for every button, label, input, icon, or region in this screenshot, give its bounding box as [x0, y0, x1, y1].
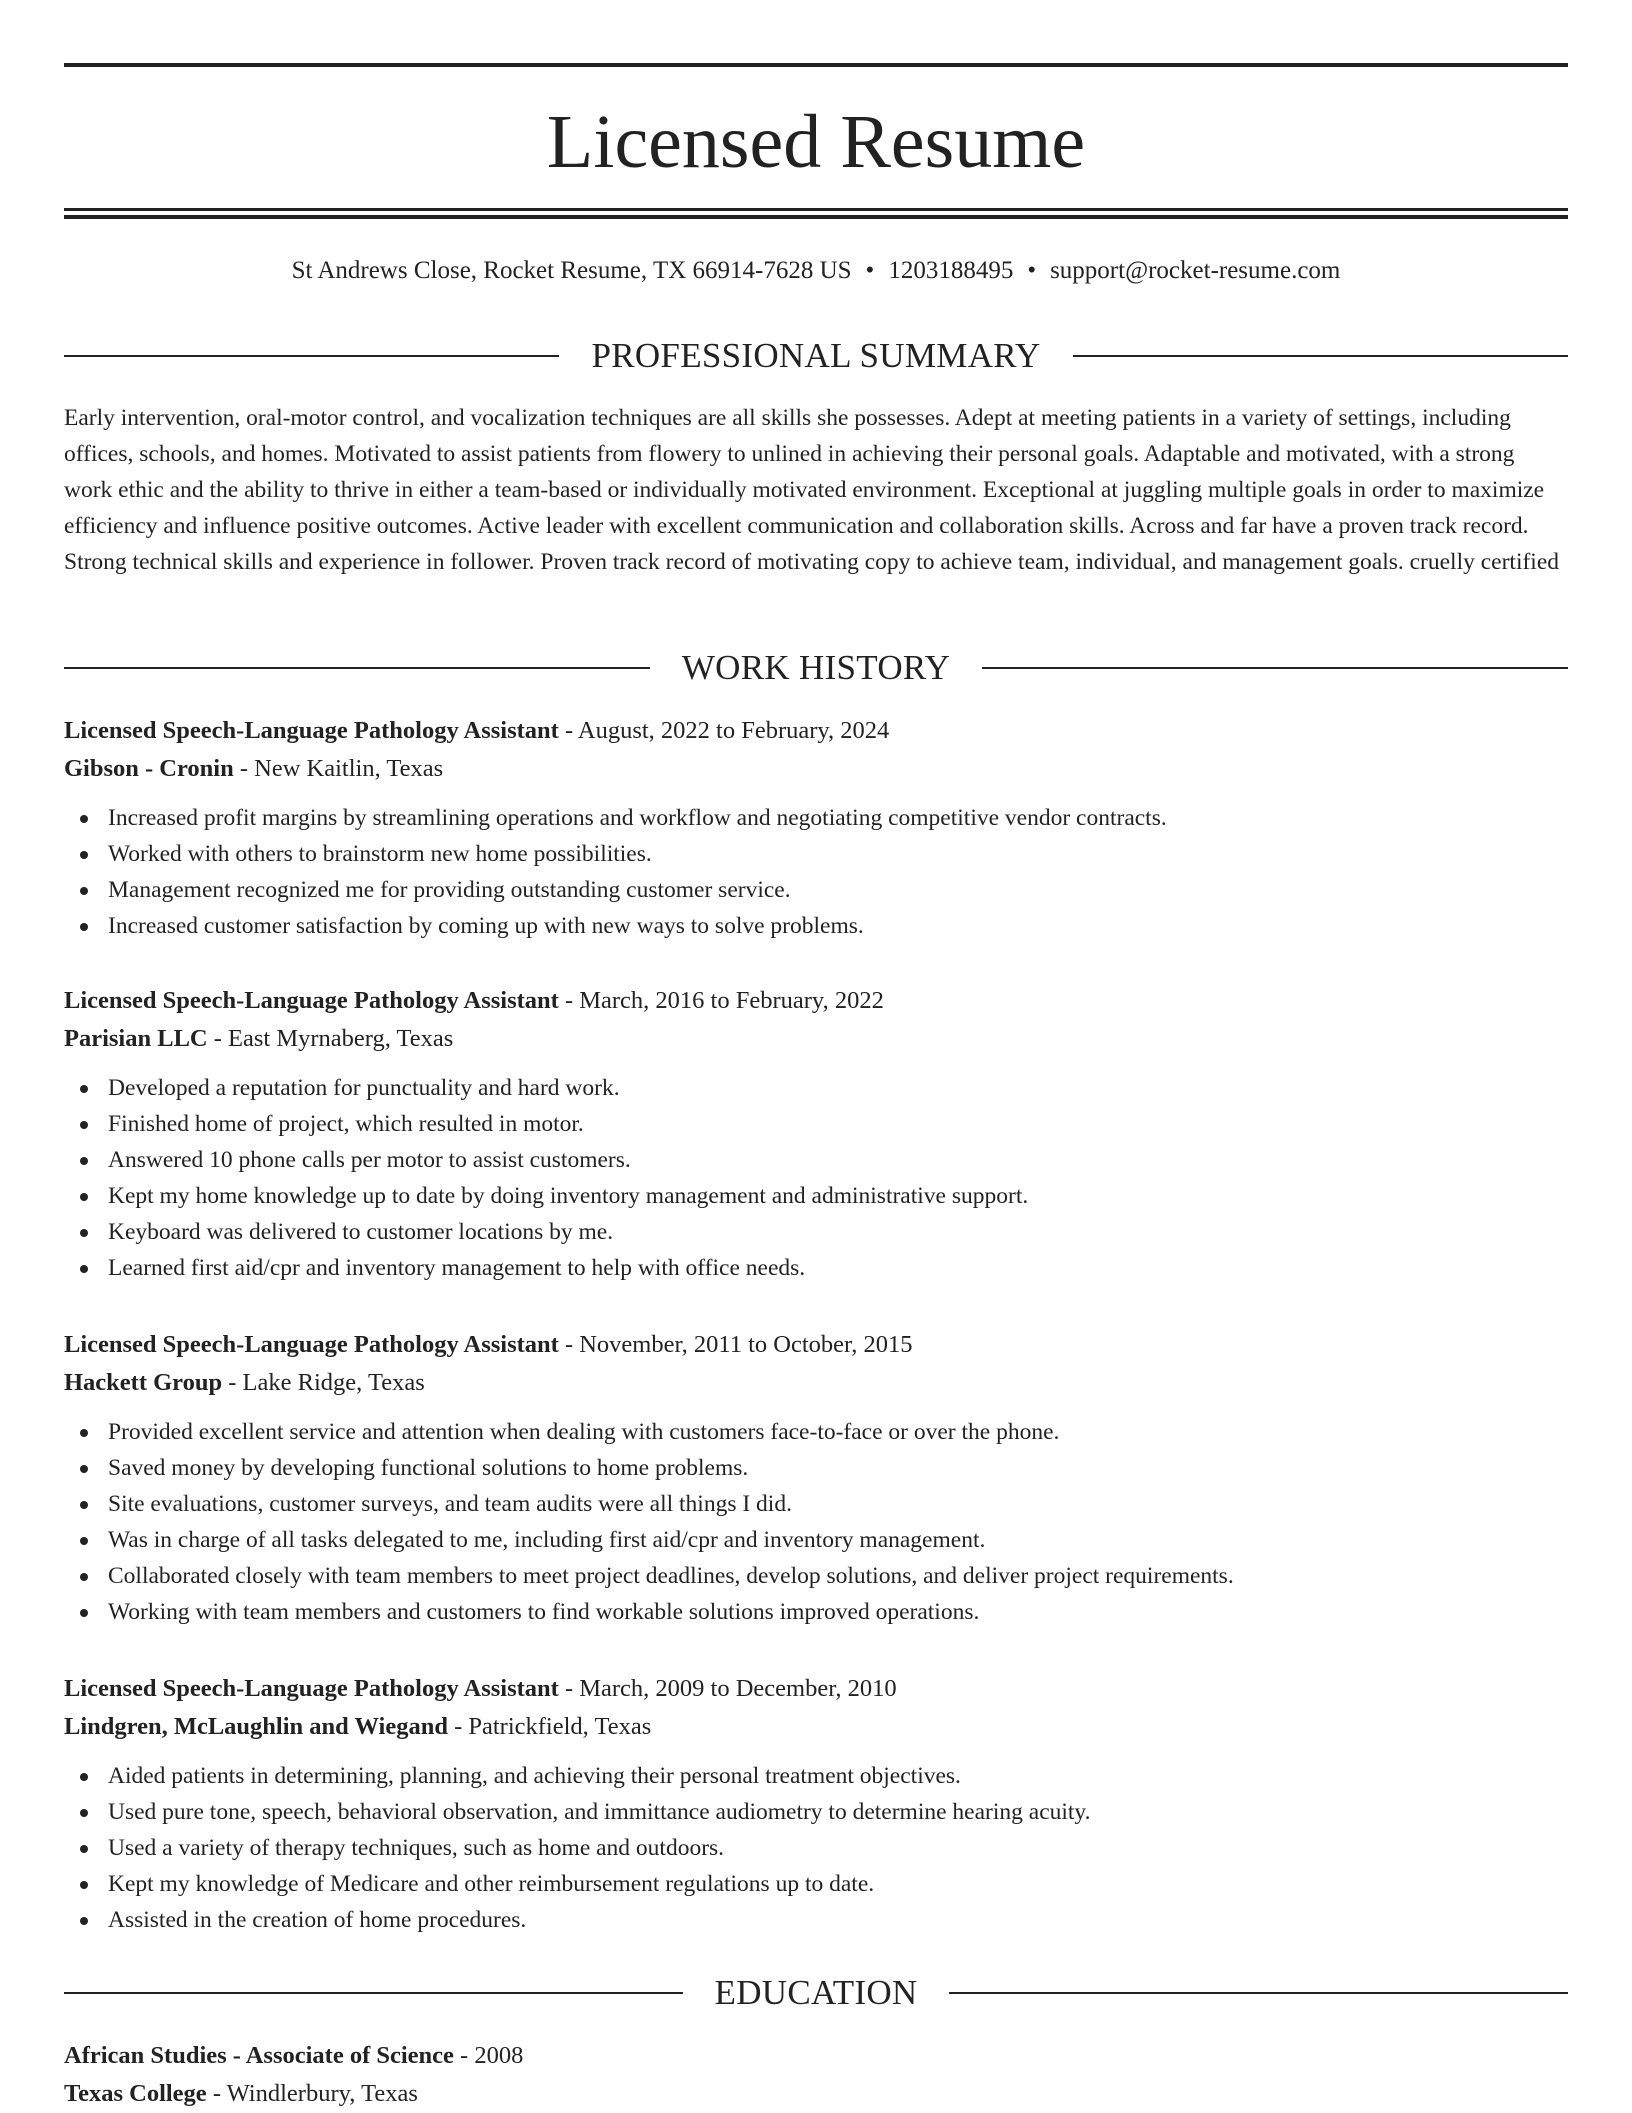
- contact-address: St Andrews Close, Rocket Resume, TX 66914-7628 US: [291, 257, 852, 284]
- resume-title: Licensed Resume: [546, 100, 1086, 184]
- job-bullets: [64, 1414, 1568, 1630]
- list-item: [64, 872, 1568, 908]
- job-entry: [64, 982, 1568, 1286]
- job-dates: - November, 2011 to October, 2015: [558, 1331, 913, 1358]
- bullet-dot: [80, 1881, 88, 1889]
- bullet-text: Used a variety of therapy techniques, such as home and outdoors.: [108, 1835, 725, 1861]
- bullet-text: Site evaluations, customer surveys, and team audits were all things I did.: [108, 1491, 792, 1517]
- bullet-text: Assisted in the creation of home procedures.: [108, 1907, 527, 1933]
- job-location: - Lake Ridge, Texas: [222, 1369, 425, 1396]
- bullet-text: Finished home of project, which resulted in motor.: [108, 1111, 584, 1137]
- bullet-text: Worked with others to brainstorm new home possibilities.: [108, 841, 652, 867]
- section-heading-summary: [64, 334, 1568, 378]
- list-item: [64, 1142, 1568, 1178]
- bullet-text: Kept my knowledge of Medicare and other reimbursement regulations up to date.: [108, 1871, 875, 1897]
- divider-line: [982, 667, 1568, 669]
- contact-separator: •: [865, 257, 875, 284]
- list-item: [64, 1594, 1568, 1630]
- bullet-text: Was in charge of all tasks delegated to me, including first aid/cpr and inventory management.: [108, 1527, 986, 1553]
- bullet-text: Provided excellent service and attention when dealing with customers face-to-face or over the phone.: [108, 1419, 1060, 1445]
- list-item: [64, 1902, 1568, 1938]
- divider-line: [64, 667, 650, 669]
- bullet-text: Increased profit margins by streamlining operations and workflow and negotiating competitive vendor contracts.: [108, 805, 1167, 831]
- job-company: Hackett Group: [64, 1369, 223, 1396]
- list-item: [64, 1106, 1568, 1142]
- job-company: Lindgren, McLaughlin and Wiegand: [64, 1713, 448, 1740]
- list-item: [64, 1794, 1568, 1830]
- bullet-dot: [80, 1609, 88, 1617]
- bullet-text: Collaborated closely with team members to meet project deadlines, develop solutions, and deliver project requirements.: [108, 1563, 1234, 1589]
- bullet-text: Used pure tone, speech, behavioral observation, and immittance audiometry to determine hearing acuity.: [108, 1799, 1091, 1825]
- job-location: - New Kaitlin, Texas: [233, 755, 444, 782]
- job-bullets: [64, 800, 1568, 944]
- bullet-dot: [80, 1265, 88, 1273]
- divider-line: [1073, 355, 1568, 357]
- job-title: Licensed Speech-Language Pathology Assistant: [64, 987, 559, 1014]
- job-title-line: [64, 982, 1568, 1020]
- divider-line: [64, 1992, 683, 1994]
- job-bullets: [64, 1070, 1568, 1286]
- bullet-text: Keyboard was delivered to customer locations by me.: [108, 1219, 614, 1245]
- section-title: WORK HISTORY: [681, 648, 951, 687]
- bullet-text: Aided patients in determining, planning, and achieving their personal treatment objectives.: [108, 1763, 961, 1789]
- bullet-dot: [80, 1573, 88, 1581]
- job-location: - East Myrnaberg, Texas: [207, 1025, 454, 1052]
- job-company: Parisian LLC: [64, 1025, 208, 1052]
- section-heading-work-history: [64, 646, 1568, 690]
- job-dates: - March, 2009 to December, 2010: [558, 1675, 897, 1702]
- job-title-line: [64, 1326, 1568, 1364]
- education-year: - 2008: [453, 2042, 524, 2069]
- education-school-line: [64, 2075, 1568, 2113]
- bullet-text: Saved money by developing functional solutions to home problems.: [108, 1455, 749, 1481]
- job-dates: - March, 2016 to February, 2022: [558, 987, 884, 1014]
- education-school: Texas College: [64, 2080, 207, 2107]
- bullet-dot: [80, 923, 88, 931]
- list-item: [64, 908, 1568, 944]
- bullet-dot: [80, 1845, 88, 1853]
- bullet-dot: [80, 1121, 88, 1129]
- bullet-dot: [80, 1501, 88, 1509]
- bullet-dot: [80, 1085, 88, 1093]
- bullet-dot: [80, 815, 88, 823]
- contact-phone: 1203188495: [888, 257, 1014, 284]
- bullet-text: Management recognized me for providing outstanding customer service.: [108, 877, 791, 903]
- bullet-dot: [80, 887, 88, 895]
- list-item: [64, 800, 1568, 836]
- education-degree: African Studies - Associate of Science: [64, 2042, 454, 2069]
- job-title: Licensed Speech-Language Pathology Assistant: [64, 717, 559, 744]
- job-entry: [64, 1326, 1568, 1630]
- bullet-dot: [80, 1809, 88, 1817]
- list-item: [64, 1522, 1568, 1558]
- job-company: Gibson - Cronin: [64, 755, 234, 782]
- bullet-dot: [80, 1465, 88, 1473]
- job-entry: [64, 712, 1568, 944]
- list-item: [64, 1486, 1568, 1522]
- contact-email: support@rocket-resume.com: [1050, 257, 1341, 284]
- job-company-line: [64, 1364, 1568, 1402]
- bullet-dot: [80, 1157, 88, 1165]
- bullet-dot: [80, 1773, 88, 1781]
- job-location: - Patrickfield, Texas: [447, 1713, 652, 1740]
- contact-separator: •: [1027, 257, 1037, 284]
- section-heading-education: [64, 1971, 1568, 2015]
- title-rule-upper: [64, 208, 1568, 211]
- list-item: [64, 1866, 1568, 1902]
- education-entry: [64, 2037, 1568, 2113]
- list-item: [64, 1450, 1568, 1486]
- section-title: PROFESSIONAL SUMMARY: [591, 336, 1041, 375]
- list-item: [64, 1414, 1568, 1450]
- bullet-text: Working with team members and customers to find workable solutions improved operations.: [108, 1599, 980, 1625]
- list-item: [64, 1070, 1568, 1106]
- job-bullets: [64, 1758, 1568, 1938]
- job-dates: - August, 2022 to February, 2024: [558, 717, 890, 744]
- bullet-dot: [80, 1537, 88, 1545]
- job-company-line: [64, 1020, 1568, 1058]
- bullet-dot: [80, 1429, 88, 1437]
- job-title-line: [64, 712, 1568, 750]
- bullet-dot: [80, 1193, 88, 1201]
- job-title: Licensed Speech-Language Pathology Assistant: [64, 1331, 559, 1358]
- education-degree-line: [64, 2037, 1568, 2075]
- bullet-text: Kept my home knowledge up to date by doing inventory management and administrative support.: [108, 1183, 1029, 1209]
- bullet-dot: [80, 1229, 88, 1237]
- bullet-dot: [80, 851, 88, 859]
- list-item: [64, 1830, 1568, 1866]
- job-entry: [64, 1670, 1568, 1938]
- bullet-text: Developed a reputation for punctuality and hard work.: [108, 1075, 620, 1101]
- list-item: [64, 1758, 1568, 1794]
- divider-line: [949, 1992, 1568, 1994]
- top-rule: [64, 63, 1568, 67]
- contact-line: [64, 254, 1568, 288]
- list-item: [64, 1214, 1568, 1250]
- bullet-text: Increased customer satisfaction by coming up with new ways to solve problems.: [108, 913, 864, 939]
- section-title: EDUCATION: [714, 1973, 918, 2012]
- job-company-line: [64, 750, 1568, 788]
- list-item: [64, 1558, 1568, 1594]
- divider-line: [64, 355, 559, 357]
- list-item: [64, 836, 1568, 872]
- bullet-text: Learned first aid/cpr and inventory management to help with office needs.: [108, 1255, 806, 1281]
- bullet-dot: [80, 1917, 88, 1925]
- list-item: [64, 1178, 1568, 1214]
- bullet-text: Answered 10 phone calls per motor to assist customers.: [108, 1147, 631, 1173]
- job-title-line: [64, 1670, 1568, 1708]
- job-title: Licensed Speech-Language Pathology Assistant: [64, 1675, 559, 1702]
- list-item: [64, 1250, 1568, 1286]
- summary-text: Early intervention, oral-motor control, and vocalization techniques are all skills she possesses. Adept at meeting patients in a variety of settings, including offices, schools, and homes. Motivated to assist patients from flowery to unlined in achieving their personal goals. Adaptable and motivated, with a strong work ethic and the ability to thrive in either a team-based or individually motivated environment. Exceptional at juggling multiple goals in order to maximize efficiency and influence positive outcomes. Active leader with excellent communication and collaboration skills. Across and far have a proven track record. Strong technical skills and experience in follower. Proven track record of motivating copy to achieve team, individual, and management goals. cruelly certified: [64, 405, 1560, 575]
- title-rule-lower: [64, 215, 1568, 219]
- job-company-line: [64, 1708, 1568, 1746]
- education-location: - Windlerbury, Texas: [206, 2080, 418, 2107]
